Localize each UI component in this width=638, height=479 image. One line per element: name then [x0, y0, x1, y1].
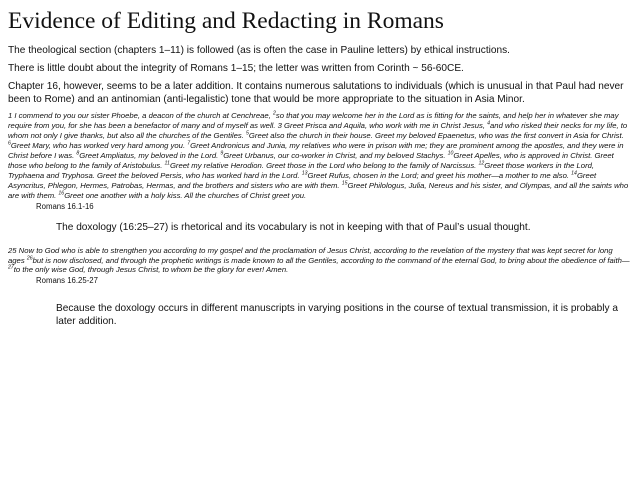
verse-text: Greet Rufus, chosen in the Lord; and greet his mother—a mother to me also.	[307, 170, 572, 180]
intro-paragraph-ethics: The theological section (chapters 1–11) is followed (as is often the case in Pauline letters) by ethical instructions.	[8, 45, 510, 56]
verse-number: 7	[187, 140, 191, 147]
verse-text: Greet Apelles, who is approved in Christ. Greet those who belong to the family of Aristobulus.	[8, 150, 614, 170]
verse-number: 10	[447, 150, 454, 157]
verse-number: 6	[8, 140, 11, 147]
verse-number: 9	[220, 150, 224, 157]
verse-text: 25 Now to God who is able to strengthen you according to my gospel and the proclamation of Jesus Christ, according to the revelation of the mystery that was kept secret for long ages	[8, 245, 613, 265]
verse-number: 2	[272, 110, 276, 117]
verse-number: 26	[26, 254, 33, 261]
verse-number: 14	[571, 170, 577, 177]
verse-text: Greet Philologus, Julia, Nereus and his sister, and Olympas, and all the saints who are with them.	[8, 180, 629, 200]
romans-16-25-27-quote	[8, 246, 630, 276]
verse-number: 4	[487, 120, 491, 127]
verse-text: Greet Mary, who has worked very hard among you.	[10, 140, 188, 150]
verse-text: Greet those workers in the Lord, Tryphaena and Tryphosa. Greet the beloved Persis, who has worked hard in the Lord.	[8, 160, 595, 180]
verse-text: Greet also the church in their house. Greet my beloved Epaenetus, who was the first convert in Asia for Christ.	[248, 130, 624, 140]
verse-number: 16	[58, 190, 65, 197]
verse-number: 8	[76, 150, 80, 157]
verse-text: but is now disclosed, and through the prophetic writings is made known to all the Gentiles, according to the command of the eternal God, to bring about the obedience of faith—	[32, 255, 630, 265]
doxology-note: The doxology (16:25–27) is rhetorical and its vocabulary is not in keeping with that of Paul’s usual thought.	[56, 221, 531, 233]
verse-number: 15	[341, 180, 348, 187]
verse-number: 5	[246, 130, 249, 137]
verse-text: Greet Ampliatus, my beloved in the Lord.	[79, 150, 221, 160]
verse-number: 27	[8, 264, 14, 271]
slide-title: Evidence of Editing and Redacting in Romans	[8, 8, 444, 34]
verse-text: to the only wise God, through Jesus Christ, to whom be the glory for ever! Amen.	[13, 265, 289, 275]
romans-16-1-16-quote	[8, 111, 630, 201]
verse-text: 1 I commend to you our sister Phoebe, a deacon of the church at Cenchreae,	[8, 111, 273, 120]
verse-text: Greet Asyncritus, Phlegon, Hermes, Patrobas, Hermas, and the brothers and sisters who are with them.	[8, 170, 597, 190]
verse-text: Greet Andronicus and Junia, my relatives who were in prison with me; they are prominent among the apostles, and they were in Christ before I was.	[8, 140, 624, 160]
quote-reference-1: Romans 16.1-16	[36, 201, 94, 211]
verse-number: 11	[164, 160, 170, 167]
intro-paragraph-chapter16: Chapter 16, however, seems to be a later addition. It contains numerous salutations to individuals (which is unusual in that Paul had never been to Rome) and an antinomian (anti-legalistic) tone that would be more appropriate to the situation in Asia Minor.	[8, 81, 624, 105]
quote-reference-2: Romans 16.25-27	[36, 276, 98, 286]
verse-number: 13	[301, 170, 308, 177]
verse-number: 12	[478, 160, 485, 167]
verse-text: Greet Urbanus, our co-worker in Christ, and my beloved Stachys.	[223, 150, 448, 160]
verse-text: so that you may welcome her in the Lord as is fitting for the saints, and help her in whatever she may require from you, for she has been a benefactor of many and of myself as well. 3 Greet Prisca and Aquila, who work with me in Christ Jesus,	[8, 111, 619, 130]
manuscript-position-note: Because the doxology occurs in different manuscripts in varying positions in the course of textual transmission, it is probably a later addition.	[56, 303, 618, 328]
verse-text: Greet one another with a holy kiss. All the churches of Christ greet you.	[64, 190, 307, 200]
verse-text: and who risked their necks for my life, to whom not only I give thanks, but also all the churches of the Gentiles.	[8, 120, 628, 140]
verse-text: Greet my relative Herodion. Greet those in the Lord who belong to the family of Narcissus.	[169, 160, 479, 170]
intro-paragraph-integrity: There is little doubt about the integrity of Romans 1–15; the letter was written from Corinth ~ 56-60CE.	[8, 63, 464, 74]
